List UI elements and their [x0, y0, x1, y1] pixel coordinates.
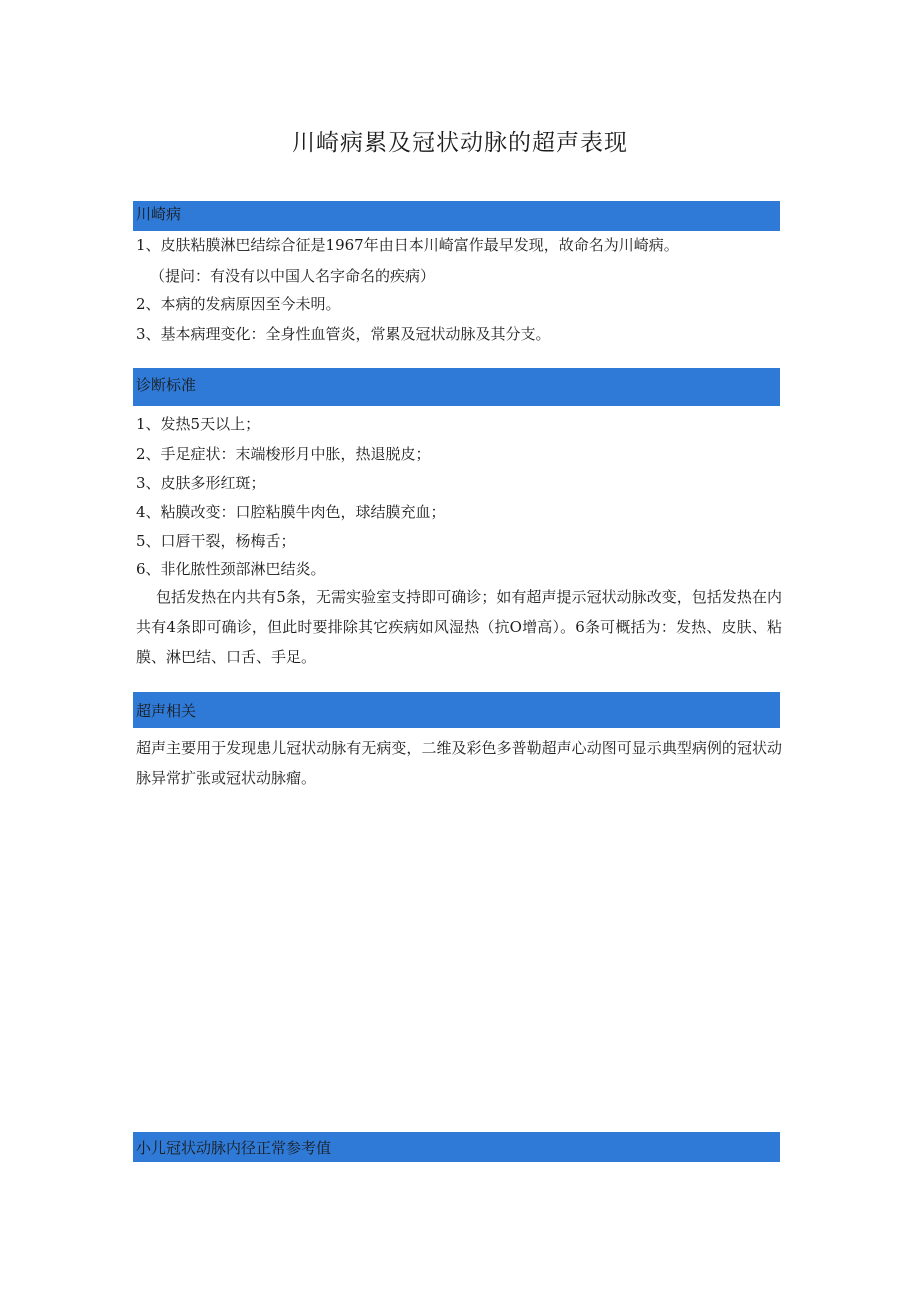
kawasaki-line-2: 2、本病的发病原因至今未明。: [136, 295, 341, 313]
kawasaki-line-1: 1、皮肤粘膜淋巴结综合征是1967年由日本川崎富作最早发现，故命名为川崎病。: [136, 236, 679, 254]
criteria-item-3: 3、皮肤多形红斑；: [136, 474, 266, 492]
section-heading-diagnosis: 诊断标准: [133, 368, 780, 406]
criteria-item-5: 5、口唇干裂，杨梅舌；: [136, 532, 296, 550]
kawasaki-question-note: （提问：有没有以中国人名字命名的疾病）: [150, 267, 436, 285]
criteria-item-1: 1、发热5天以上；: [136, 415, 261, 433]
section-heading-ultrasound: 超声相关: [133, 692, 780, 728]
criteria-item-6: 6、非化脓性颈部淋巴结炎。: [136, 560, 326, 578]
section-heading-reference-values: 小儿冠状动脉内径正常参考值: [133, 1132, 780, 1162]
criteria-item-2: 2、手足症状：末端梭形月中胀，热退脱皮；: [136, 445, 431, 463]
kawasaki-line-3: 3、基本病理变化：全身性血管炎，常累及冠状动脉及其分支。: [136, 325, 551, 343]
diagnosis-summary-paragraph: 包括发热在内共有5条，无需实验室支持即可确诊；如有超声提示冠状动脉改变，包括发热在内共有4条即可确诊，但此时要排除其它疾病如风湿热（抗O增高）。6条可概括为：发热、皮肤、粘膜、淋巴结、口舌、手足。: [136, 588, 782, 666]
ultrasound-paragraph: 超声主要用于发现患儿冠状动脉有无病变，二维及彩色多普勒超声心动图可显示典型病例的冠状动脉异常扩张或冠状动脉瘤。: [136, 739, 782, 787]
section-heading-kawasaki: 川崎病: [133, 201, 780, 231]
criteria-item-4: 4、粘膜改变：口腔粘膜牛肉色，球结膜充血；: [136, 503, 446, 521]
document-title: 川崎病累及冠状动脉的超声表现: [292, 130, 628, 156]
